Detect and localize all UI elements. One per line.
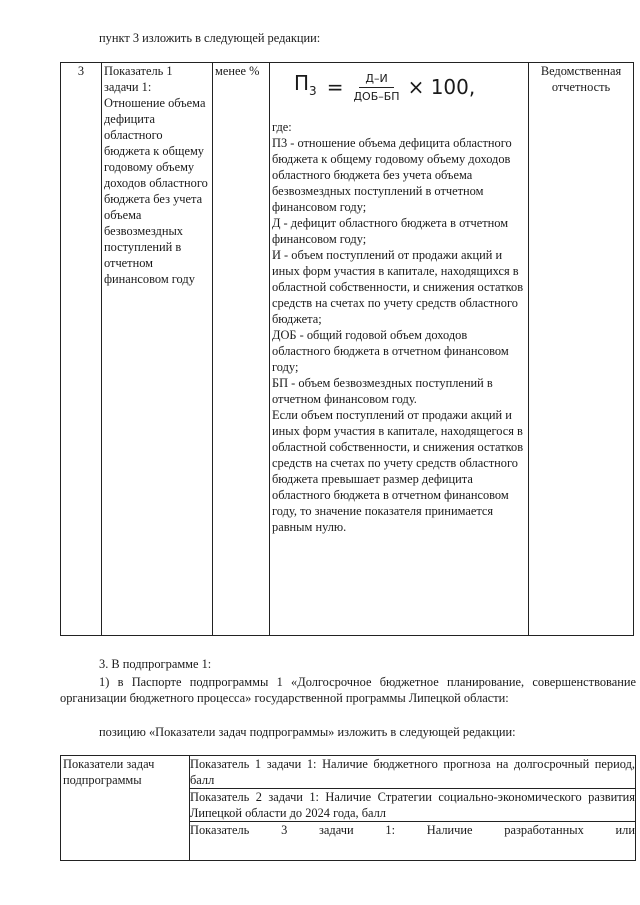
table2-content xyxy=(190,756,636,861)
definition-note: Если объем поступлений от продажи акций и иных форм участия в капитале, находящегося в областной собственности, и снижения остатков средств на счетах по учету средств областного бюджета превышает размер дефицита областного бюджета в отчетном финансовом году, то значение показателя принимается равным нулю. xyxy=(272,408,524,534)
definition-d: Д - дефицит областного бюджета в отчетном финансовом году; xyxy=(272,216,509,246)
formula-denominator: ДОБ–БП xyxy=(353,89,400,103)
intro-text: пункт 3 изложить в следующей редакции: xyxy=(99,31,321,45)
table-row xyxy=(61,63,634,636)
definition-p3: П3 - отношение объема дефицита областного бюджета к общему годовому объему доходов областного бюджета без учета объема безвозмездных поступлений в отчетном финансовом году; xyxy=(272,136,512,214)
formula-fraction xyxy=(353,72,399,103)
indicator-line-1: Показатель 1 задачи 1: Наличие бюджетного прогноза на долгосрочный период, балл xyxy=(190,757,635,787)
definition-bp: БП - объем безвозмездных поступлений в отчетном финансовом году. xyxy=(272,376,493,406)
indicator-name: Показатель 1 задачи 1: Отношение объема дефицита областного бюджета к общему годовому объему доходов областного бюджета без учета объема безвозмездных поступлений в отчетном финансовом году xyxy=(102,63,213,636)
source-cell: Ведомственная отчетность xyxy=(529,63,634,636)
row-number: 3 xyxy=(61,63,102,636)
formula-multiplier: × 100, xyxy=(407,75,476,99)
calculation-method xyxy=(270,63,529,636)
table2-label: Показатели задач подпрограммы xyxy=(61,756,190,861)
table-row xyxy=(61,756,636,861)
indicator-table xyxy=(60,62,634,636)
formula-lhs: $П_3$ xyxy=(294,71,317,98)
item-1-text: 1) в Паспорте подпрограммы 1 «Долгосрочное бюджетное планирование, совершенствование организации бюджетного процесса» государственной программы Липецкой области: xyxy=(60,675,636,705)
definition-dob: ДОБ - общий годовой объем доходов областного бюджета в отчетном финансовом году; xyxy=(272,328,509,374)
subprogram-table xyxy=(60,755,636,861)
position-line: позицию «Показатели задач подпрограммы» изложить в следующей редакции: xyxy=(99,725,516,739)
definition-where: где: xyxy=(272,120,292,134)
indicator-line-2: Показатель 2 задачи 1: Наличие Стратегии социально-экономического развития Липецкой области до 2024 года, балл xyxy=(190,790,635,820)
formula xyxy=(294,69,526,105)
unit-cell: менее % xyxy=(213,63,270,636)
formula-numerator: Д–И xyxy=(359,72,393,88)
formula-equals: = xyxy=(326,75,344,99)
indicator-line-3: Показатель 3 задачи 1: Наличие разработанных или xyxy=(190,823,635,837)
definition-i: И - объем поступлений от продажи акций и иных форм участия в капитале, находящихся в областной собственности, и снижения остатков средств на счетах по учету средств областного бюджета; xyxy=(272,248,524,326)
section-heading: 3. В подпрограмме 1: xyxy=(99,657,212,671)
